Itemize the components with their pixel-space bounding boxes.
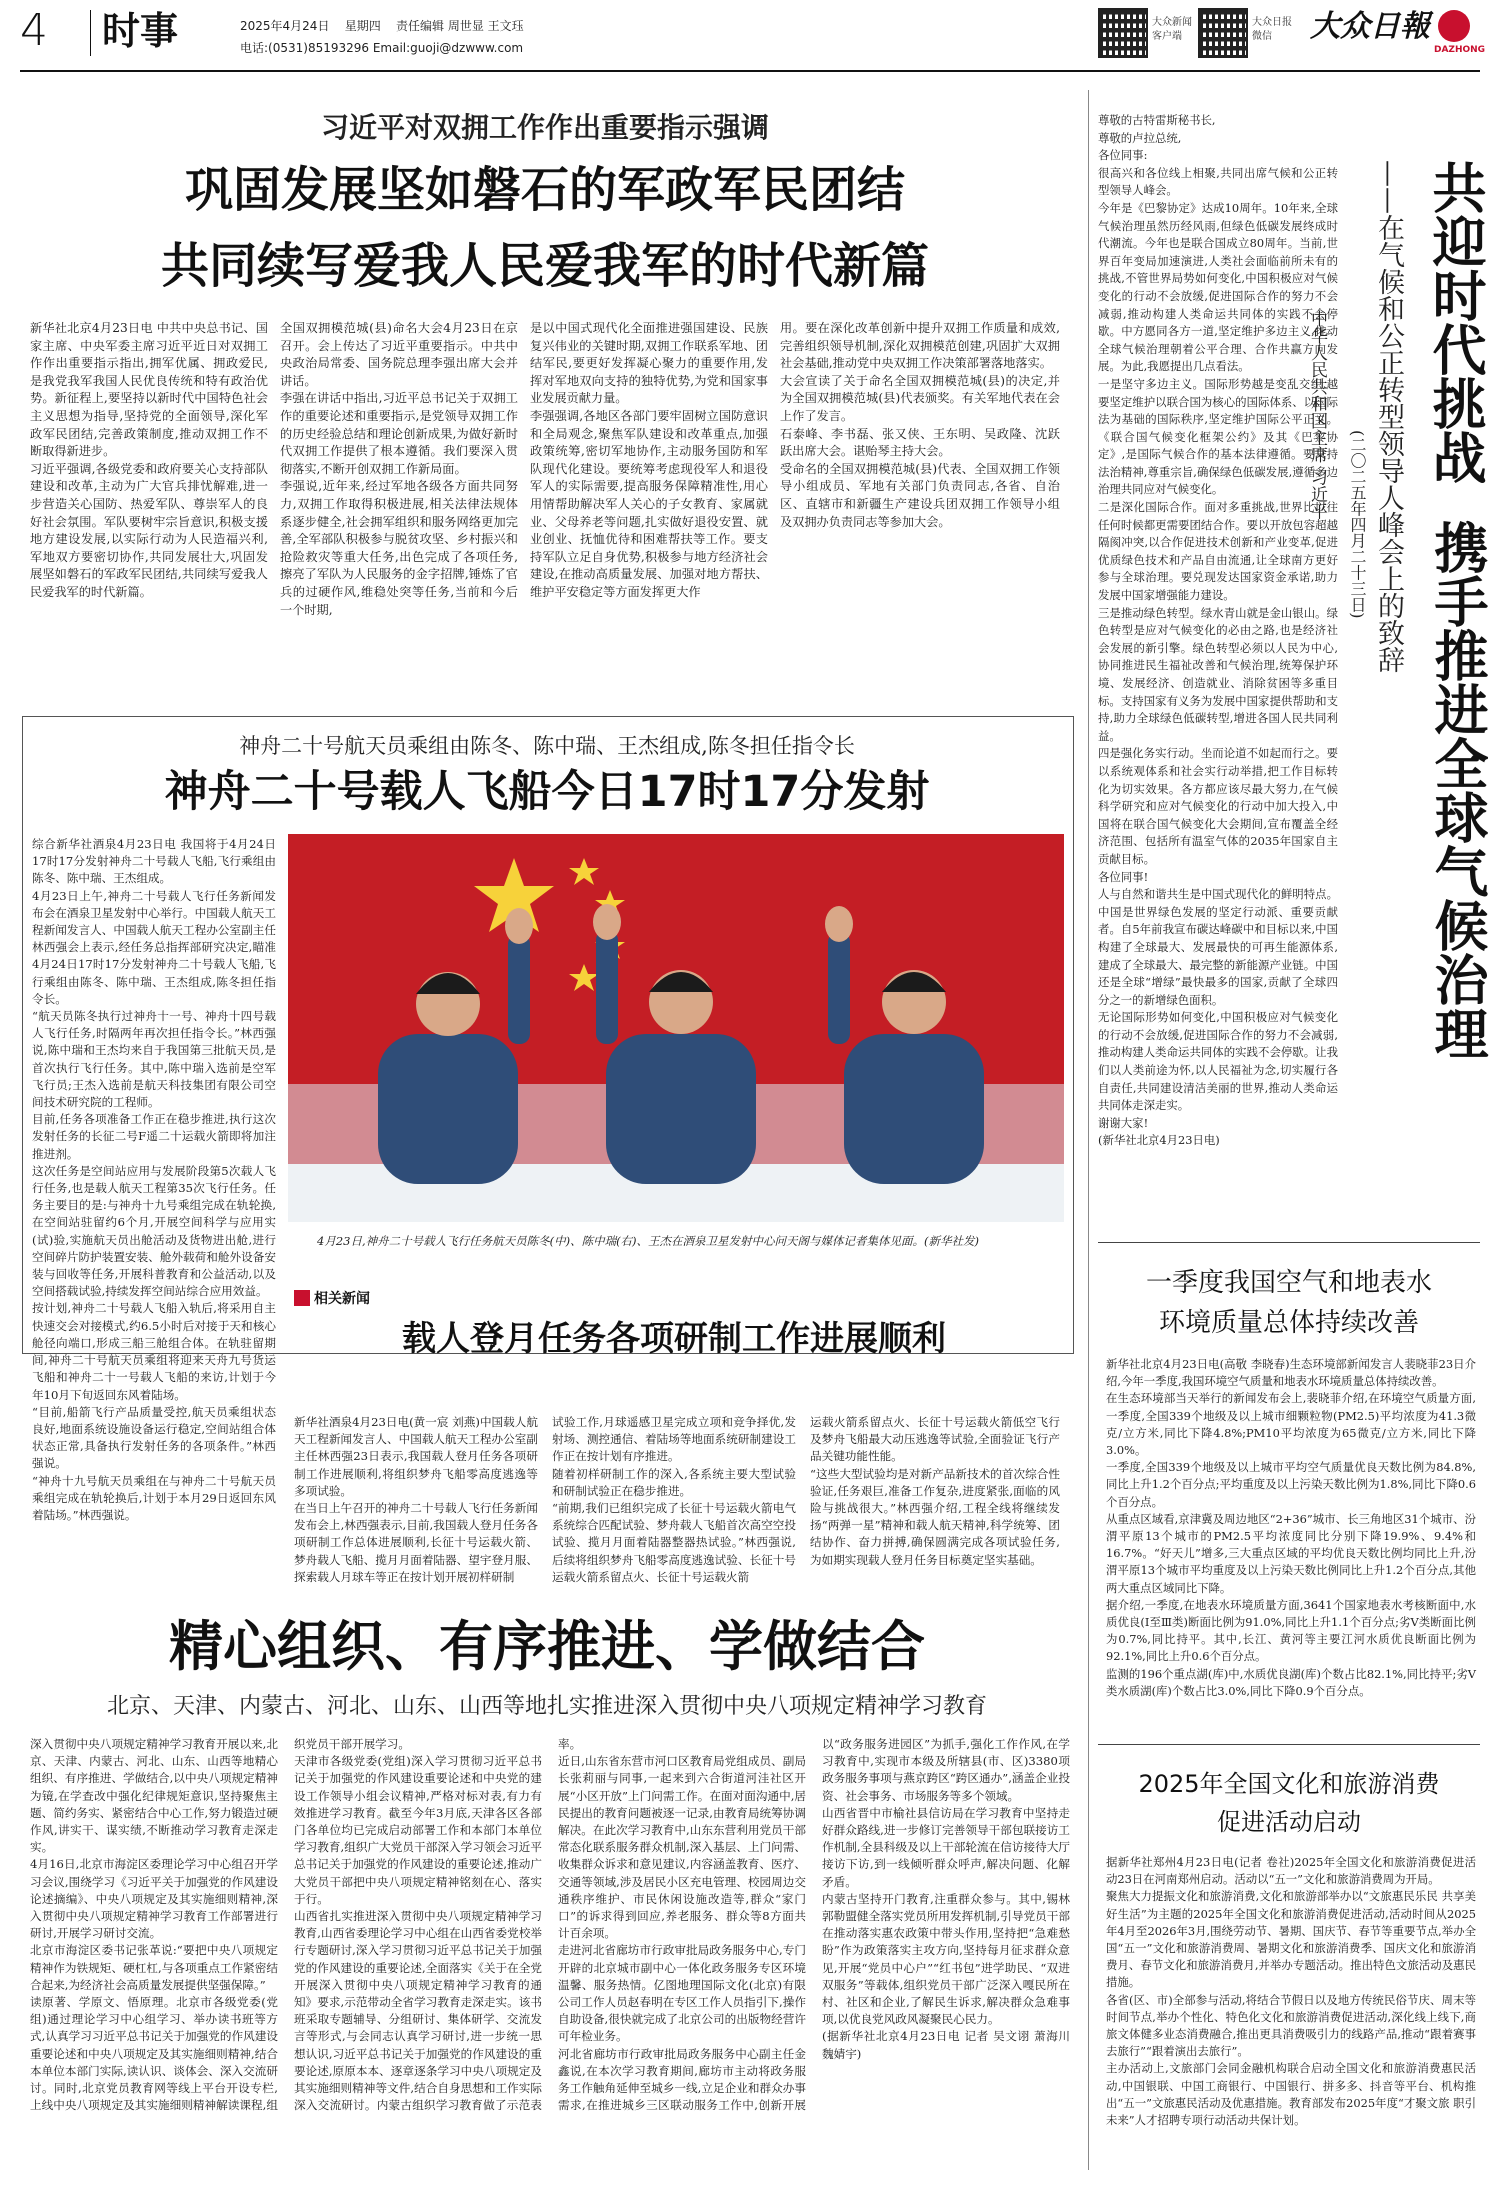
a1-col2: 全国双拥模范城(县)命名大会4月23日在京召开。会上传达了习近平重要指示。中共中央政治局常委、国务院总理李强出席大会并讲话。 李强在讲话中指出,习近平总书记关于双拥工作的重要论述和重要指示,是党领导双拥工作的历史经验总结和理论创新成果,为做好新时代双拥工作提供了根本遵循。我们要深入贯彻落实,不断开创双拥工作新局面。 李强说,近年来,经过军地各级各方面共同努力,双拥工作取得积极进展,相关法律法规体系逐步健全,社会拥军组织和服务网络更加完善,全军部队积极参与脱贫攻坚、乡村振兴和抢险救灾等重大任务,出色完成了各项任务,擦亮了军队为人民服务的金字招牌,锤炼了官兵的过硬作风,维稳处突等任务,当前和今后一个时期, [280, 321, 518, 617]
issue-weekday: 星期四 [344, 19, 381, 33]
newspaper-logo [1310, 4, 1490, 64]
logo-en: DAZHONG [1434, 45, 1486, 55]
a2-title: 神舟二十号载人飞船今日17时17分发射 [164, 767, 930, 817]
related-news-icon [294, 1290, 310, 1306]
a7-body: 据新华社郑州4月23日电(记者 卷社)2025年全国文化和旅游消费促进活动23日在河南郑州启动。活动以“五一”文化和旅游消费周为开局。 聚焦大力提振文化和旅游消费,文化和旅游部举办以“文旅惠民乐民 共享美好生活”为主题的2025年全国文化和旅游消费促进活动,活动时间从2025年4月至2026年3月,围绕劳动节、暑期、国庆节、春节等重要节点,举办全国“五一”文化和旅游消费周、暑期文化和旅游消费季、国庆文化和旅游消费月、春节文化和旅游消费月,并举办专题活动。推出特色文旅活动及惠民措施。 各省(区、市)全部参与活动,将结合节假日以及地方传统民俗节庆、周末等时间节点,举办个性化、特色化文化和旅游消费促进活动,深化线上线下,商旅文体健多业态消费融合,推出更具消费吸引力的线路产品,推动“跟着赛事去旅行”“跟着演出去旅行”。 主办活动上,文旅部门会同金融机构联合启动全国文化和旅游消费惠民活动,中国银联、中国工商银行、中国银行、拼多多、抖音等平台、机构推出“五一”文旅惠民活动及优惠措施。教育部发布2025年度“才聚文旅 职引未来”人才招聘专项行动活动共保计划。 [1106, 1855, 1476, 2128]
logo-text: 大众日報 [1310, 9, 1430, 44]
issue-date: 2025年4月24日 [240, 19, 330, 33]
section-title: 时事 [102, 9, 179, 53]
a1-title-line1: 巩固发展坚如磐石的军政军民团结 [184, 162, 905, 218]
a4-body: 深入贯彻中央八项规定精神学习教育开展以来,北京、天津、内蒙古、河北、山东、山西等地精心组织、有序推进、学做结合,以中央八项规定精神为镜,在学查改中强化纪律规矩意识,坚持聚焦主题、简约务实、紧密结合中心工作,努力锻造过硬作风,讲实干、谋实绩,不断推动学习教育走深走实。 4月16日,北京市海淀区委理论学习中心组召开学习会议,围绕学习《习近平关于加强党的作风建设论述摘编》、中央八项规定及其实施细则精神,深入贯彻中央八项规定精神学习教育工作部署进行研讨,开展学习研讨交流。 北京市海淀区委书记张革说:“要把中央八项规定精神作为铁规矩、硬杠杠,与各项重点工作紧密结合起来,为经济社会高质量发展提供坚强保障。” 读原著、学原文、悟原理。北京市各级党委(党组)通过理论学习中心组学习、举办读书班等方式,认真学习习近平总书记关于加强党的作风建设重要论述和中央八项规定及其实施细则精神,结合本单位本部门实际,读认识、谈体会、深入交流研讨。同时,北京党员教育网等线上平台开设专栏,上线中央八项规定及其实施细则精神解读课程,组织党员干部开展学习。 天津市各级党委(党组)深入学习贯彻习近平总书记关于加强党的作风建设重要论述和中央党的建设工作领导小组会议精神,严格对标对表,有力有效推进学习教育。截至今年3月底,天津各区各部门各单位均已完成启动部署工作和本部门本单位学习教育,组织广大党员干部深入学习领会习近平总书记关于加强党的作风建设的重要论述,推动广大党员干部把中央八项规定精神铭刻在心、落实于行。 山西省扎实推进深入贯彻中央八项规定精神学习教育,山西省委理论学习中心组在山西省委党校举行专题研讨,深入学习贯彻习近平总书记关于加强党的作风建设的重要论述,全面落实《关于在全党开展深入贯彻中央八项规定精神学习教育的通知》要求,示范带动全省学习教育走深走实。该书班采取专题辅导、分组研讨、集体研学、交流发言等形式,与会同志认真学习研讨,进一步统一思想认识,习近平总书记关于加强党的作风建设的重要论述,原原本本、逐章逐条学习中央八项规定及其实施细则精神等文件,结合自身思想和工作实际深入交流研讨。内蒙古组织学习教育做了示范表率。 近日,山东省东营市河口区教育局党组成员、副局长张莉丽与同事,一起来到六合街道河洼社区开展“小区开放”上门问需工作。在面对面沟通中,居民提出的教育问题被逐一记录,由教育局统筹协调解决。在此次学习教育中,山东东营利用党员干部常态化联系服务群众机制,深入基层、上门问需、收集群众诉求和意见建议,内容涵盖教育、医疗、交通等领域,涉及居民小区充电管理、校园周边交通秩序维护、市民休闲设施改造等,群众“家门口”的诉求得到回应,养老服务、群众等8方面共计百余项。 走进河北省廊坊市行政审批局政务服务中心,专门开辟的北京城市副中心一体化政务服务专区环境温馨、服务热情。亿图地理国际文化(北京)有限公司工作人员赵春明在专区工作人员指引下,操作自助设备,很快就完成了北京公司的出版物经营许可年检业务。 河北省廊坊市行政审批局政务服务中心副主任金鑫说,在本次学习教育期间,廊坊市主动将政务服务工作触角延伸至城乡一线,立足企业和群众办事需求,在推进城乡三区联动服务工作中,创新开展以“政务服务进园区”为抓手,强化工作作风,在学习教育中,实现市本级及所辖县(市、区)3380项政务服务事项与燕京跨区“跨区通办”,涵盖企业投资、社会事务、市场服务等多个领域。 山西省晋中市榆社县信访局在学习教育中坚持走好群众路线,进一步修订完善领导干部包联接访工作机制,全县科级及以上干部轮流在信访接待大厅接访下访,到一线倾听群众呼声,解决问题、化解矛盾。 内蒙古坚持开门教育,注重群众参与。其中,锡林郭勒盟健全落实党员所用发挥机制,引导党员干部在推动落实惠农政策中带头作用,坚持把“急难愁盼”作为政策落实主攻方向,坚持每月征求群众意见,开展“党员中心户”“红书包”进学助民、“双进双服务”等载体,组织党员干部广泛深入嘎民所在村、社区和企业,了解民生诉求,解决群众急难事项,以优良党风政风凝聚民心民力。 (据新华社北京4月23日电 记者 吴文诩 萧海川 魏婧宇) [30, 1737, 1070, 2113]
qr-label-app: 大众新闻 客户端 [1152, 17, 1192, 42]
logo-emblem-icon [1438, 10, 1470, 42]
a5-date: (二〇二五年四月二十三日) [1348, 430, 1367, 619]
a3-title: 载人登月任务各项研制工作进展顺利 [402, 1319, 946, 1359]
a6-title-line2: 环境质量总体持续改善 [1158, 1308, 1419, 1338]
a5-rule [1098, 1242, 1480, 1243]
a3-col1: 新华社酒泉4月23日电(黄一宸 刘燕)中国载人航天工程新闻发言人、中国载人航天工程办公室副主任林西强23日表示,我国载人登月任务各项研制工作进展顺利,将组织梦舟飞船零高度逃逸等多项试验。 在当日上午召开的神舟二十号载人飞行任务新闻发布会上,林西强表示,目前,我国载人登月任务各项研制工作总体进展顺利,长征十号运载火箭、梦舟载人飞船、揽月月面着陆器、望宇登月服、探索载人月球车等正在按计划开展初样研制 [294, 1415, 538, 1584]
a6-body: 新华社北京4月23日电(高敬 李晓春)生态环境部新闻发言人裴晓菲23日介绍,今年一季度,我国环境空气质量和地表水环境质量总体持续改善。 在生态环境部当天举行的新闻发布会上,裴晓菲介绍,在环境空气质量方面,一季度,全国339个地级及以上城市细颗粒物(PM2.5)平均浓度为41.3微克/立方米,同比下降4.8%;PM10平均浓度为65微克/立方米,同比下降3.0%。 一季度,全国339个地级及以上城市平均空气质量优良天数比例为84.8%,同比上升1.2个百分点;平均重度及以上污染天数比例为1.8%,同比下降0.6个百分点。 从重点区域看,京津冀及周边地区“2+36”城市、长三角地区31个城市、汾渭平原13个城市的PM2.5平均浓度同比分别下降19.9%、9.4%和16.7%。“好天儿”增多,三大重点区域的平均优良天数比例均同比上升,汾渭平原13个城市平均重度及以上污染天数比例同比上升1.2个百分点,其他两大重点区域同比下降。 据介绍,一季度,在地表水环境质量方面,3641个国家地表水考核断面中,水质优良(Ⅰ至Ⅲ类)断面比例为91.0%,同比上升1.1个百分点;劣Ⅴ类断面比例为0.7%,同比持平。其中,长江、黄河等主要江河水质优良断面比例为92.1%,同比上升0.6个百分点。 监测的196个重点湖(库)中,水质优良湖(库)个数占比82.1%,同比持平;劣Ⅴ类水质湖(库)个数占比3.0%,同比下降0.9个百分点。 [1106, 1357, 1476, 1698]
a6-title-line1: 一季度我国空气和地表水 [1145, 1268, 1432, 1298]
page-number: 4 [20, 5, 48, 56]
editors: 责任编辑 周世显 王文珏 [396, 19, 524, 33]
masthead-rule [20, 70, 1480, 72]
a3-col2: 试验工作,月球遥感卫星完成立项和竞争择优,发射场、测控通信、着陆场等地面系统研制建设工作正在按计划有序推进。 随着初样研制工作的深入,各系统主要大型试验和研制试验正在稳步推进。 “前期,我们已组织完成了长征十号运载火箭电气系统综合匹配试验、梦舟载人飞船首次高空空投试验、揽月月面着陆器整器热试验。”林西强说,后续将组织梦舟飞船零高度逃逸试验、长征十号运载火箭系留点火、长征十号运载火箭 [552, 1415, 796, 1584]
masthead [0, 0, 1500, 68]
right-column-divider [1088, 90, 1089, 2170]
a1-kicker: 习近平对双拥工作作出重要指示强调 [320, 111, 769, 144]
qr-code-wechat[interactable] [1198, 8, 1248, 58]
a1-title-line2: 共同续写爱我人民爱我军的时代新篇 [160, 238, 929, 294]
a4-subtitle: 北京、天津、内蒙古、河北、山东、山西等地扎实推进深入贯彻中央八项规定精神学习教育 [106, 1694, 987, 1719]
a7-title-line1: 2025年全国文化和旅游消费 [1138, 1770, 1440, 1798]
a1-col3: 是以中国式现代化全面推进强国建设、民族复兴伟业的关键时期,双拥工作联系军地、团结军民,要更好发挥凝心聚力的重要作用,发挥对军地双向支持的独特优势,为党和国家事业发展贡献力量。 李强强调,各地区各部门要牢固树立国防意识和全局观念,聚焦军队建设和改革重点,加强政策统筹,密切军地协作,主动服务国防和军队现代化建设。要统筹考虑现役军人和退役军人的实际需要,提高服务保障精准性,用心用情帮助解决军人关心的子女教育、家属就业、父母养老等问题,扎实做好退役安置、就业创业、抚恤优待和困难帮扶等工作。要支持军队立足自身优势,积极参与地方经济社会建设,在推动高质量发展、加强对地方帮扶、维护平安稳定等方面发挥更大作 [530, 321, 768, 599]
a2-photo-illustration [288, 834, 1064, 1222]
a5-title-line1: 共迎时代挑战 [1424, 160, 1487, 484]
a7-title-line2: 促进活动启动 [1217, 1808, 1361, 1836]
qr-label-wechat: 大众日报 微信 [1252, 17, 1292, 42]
a1-col4: 用。要在深化改革创新中提升双拥工作质量和成效,完善组织领导机制,深化双拥模范创建,巩固扩大双拥社会基础,推动党中央双拥工作决策部署落地落实。 大会宣读了关于命名全国双拥模范城(县)的决定,并为全国双拥模范城(县)代表颁奖。有关军地代表在会上作了发言。 石泰峰、李书磊、张又侠、王东明、吴政隆、沈跃跃出席大会。谌贻琴主持大会。 受命名的全国双拥模范城(县)代表、全国双拥工作领导小组成员、军地有关部门负责同志,各省、自治区、直辖市和新疆生产建设兵团双拥工作领导小组及双拥办负责同志等参加大会。 [780, 321, 1060, 529]
a5-body: 尊敬的古特雷斯秘书长, 尊敬的卢拉总统, 各位同事: 很高兴和各位线上相聚,共同出席气候和公正转型领导人峰会。 今年是《巴黎协定》达成10周年。10年来,全球气候治理虽然历经风雨,但绿色低碳发展终成时代潮流。今年也是联合国成立80周年。当前,世界百年变局加速演进,人类社会面临前所未有的挑战,不管世界局势如何变化,中国积极应对气候变化的行动不会放缓,促进国际合作的努力不会减弱,推动构建人类命运共同体的实践不会停歇。中方愿同各方一道,坚定维护多边主义,推动全球气候治理朝着公平合理、合作共赢方向发展。为此,我愿提出几点看法。 一是坚守多边主义。国际形势越是变乱交织,越要坚定维护以联合国为核心的国际体系、以国际法为基础的国际秩序,坚定维护国际公平正义。《联合国气候变化框架公约》及其《巴黎协定》,是国际气候合作的基本法律遵循。要秉持法治精神,尊重宗旨,确保绿色低碳发展,遵循多边治理共同应对气候变化。 二是深化国际合作。面对多重挑战,世界比以往任何时候都更需要团结合作。要以开放包容超越隔阂冲突,以合作促进技术创新和产业变革,促进优质绿色技术和产品自由流通,让全球南方更好参与全球治理。要兑现发达国家资金承诺,助力发展中国家增强能力建设。 三是推动绿色转型。绿水青山就是金山银山。绿色转型是应对气候变化的必由之路,也是经济社会发展的新引擎。绿色转型必须以人民为中心,协同推进民生福祉改善和气候治理,统筹保护环境、发展经济、创造就业、消除贫困等多重目标。支持国家有义务为发展中国家提供帮助和支持,助力全球绿色低碳转型,增进各国人民共同利益。 四是强化务实行动。坐而论道不如起而行之。要以系统观体系和社会实行动举措,把工作目标转化为切实效果。各方都应该尽最大努力,在气候科学研究和应对气候变化的行动中加大投入,中国将在联合国气候变化大会期间,宣布覆盖全经济范围、包括所有温室气体的2035年国家自主贡献目标。 各位同事! 人与自然和谐共生是中国式现代化的鲜明特点。中国是世界绿色发展的坚定行动派、重要贡献者。自5年前我宣布碳达峰碳中和目标以来,中国构建了全球最大、发展最快的可再生能源体系,建成了全球最大、最完整的新能源产业链。中国还是全球“增绿”最快最多的国家,贡献了全球四分之一的新增绿色面积。 无论国际形势如何变化,中国积极应对气候变化的行动不会放缓,促进国际合作的努力不会减弱,推动构建人类命运共同体的实践不会停歇。让我们以人类前途为怀,以人民福祉为念,切实履行各自责任,共同建设清洁美丽的世界,推动人类命运共同体走深走实。 谢谢大家! (新华社北京4月23日电) [1098, 113, 1338, 1148]
a1-col1: 新华社北京4月23日电 中共中央总书记、国家主席、中央军委主席习近平近日对双拥工作作出重要指示指出,拥军优属、拥政爱民,是我党我军我国人民优良传统和特有政治优势。新征程上,要坚持以新时代中国特色社会主义思想为指导,坚持党的全面领导,深化军政军民团结,完善政策制度,推动双拥工作不断取得新进步。 习近平强调,各级党委和政府要关心支持部队建设和改革,主动为广大官兵排忧解难,进一步营造关心国防、热爱军队、尊崇军人的良好社会氛围。军队要树牢宗旨意识,积极支援地方建设发展,以实际行动为人民造福兴利,军地双方要密切协作,共同发展壮大,巩固发展坚如磐石的军政军民团结,共同续写爱我人民爱我军的时代新篇。 [30, 321, 268, 599]
a5-author: 中华人民共和国主席 习近平 [1307, 310, 1327, 520]
qr-code-app[interactable] [1098, 8, 1148, 58]
a6-rule [1098, 1744, 1480, 1745]
contact-line: 电话:(0531)85193296 Email:guoji@dzwww.com [240, 41, 524, 55]
a3-tag-label: 相关新闻 [314, 1291, 370, 1307]
a2-kicker: 神舟二十号航天员乘组由陈冬、陈中瑞、王杰组成,陈冬担任指令长 [239, 734, 855, 758]
a2-photo [288, 834, 1064, 1222]
a5-subtitle: ——在气候和公正转型领导人峰会上的致辞 [1373, 160, 1404, 673]
a2-photo-caption: 4月23日,神舟二十号载人飞行任务航天员陈冬(中)、陈中瑞(右)、王杰在酒泉卫星发射中心问天阁与媒体记者集体见面。(新华社发) [317, 1234, 980, 1248]
a4-title: 精心组织、有序推进、学做结合 [169, 1615, 925, 1678]
a5-title-line2: 携手推进全球气候治理 [1426, 520, 1489, 1060]
a3-tag [294, 1286, 370, 1310]
a3-col3: 运载火箭系留点火、长征十号运载火箭低空飞行及梦舟飞船最大动压逃逸等试验,全面验证飞行产品关键功能性能。 “这些大型试验均是对新产品新技术的首次综合性验证,任务艰巨,准备工作复杂,进度紧张,面临的风险与挑战很大。”林西强介绍,工程全线将继续发扬“两弹一星”精神和载人航天精神,科学统筹、团结协作、奋力拼搏,确保圆满完成各项试验任务,为如期实现载人登月任务目标奠定坚实基础。 [810, 1415, 1060, 1567]
masthead-divider [90, 10, 91, 56]
a2-body: 综合新华社酒泉4月23日电 我国将于4月24日17时17分发射神舟二十号载人飞船,飞行乘组由陈冬、陈中瑞、王杰组成。 4月23日上午,神舟二十号载人飞行任务新闻发布会在酒泉卫星发射中心举行。中国载人航天工程新闻发言人、中国载人航天工程办公室副主任林西强会上表示,经任务总指挥部研究决定,瞄准4月24日17时17分发射神舟二十号载人飞船,飞行乘组由陈冬、陈中瑞、王杰组成,陈冬担任指令长。 “航天员陈冬执行过神舟十一号、神舟十四号载人飞行任务,时隔两年再次担任指令长。”林西强说,陈中瑞和王杰均来自于我国第三批航天员,是首次执行飞行任务。其中,陈中瑞入选前是空军飞行员;王杰入选前是航天科技集团有限公司空间技术研究院的工程师。 目前,任务各项准备工作正在稳步推进,执行这次发射任务的长征二号F遥二十运载火箭即将加注推进剂。 这次任务是空间站应用与发展阶段第5次载人飞行任务,也是载人航天工程第35次飞行任务。任务主要目的是:与神舟十九号乘组完成在轨轮换,在空间站驻留约6个月,开展空间科学与应用实(试)验,实施航天员出舱活动及货物进出舱,进行空间碎片防护装置安装、舱外载荷和舱外设备安装与回收等任务,开展科普教育和公益活动,以及空间搭载试验,持续发挥空间站综合应用效益。 按计划,神舟二十号载人飞船入轨后,将采用自主快速交会对接模式,约6.5小时后对接于天和核心舱径向端口,形成三船三舱组合体。在轨驻留期间,神舟二十号航天员乘组将迎来天舟九号货运飞船和神舟二十一号载人飞船的来访,计划于今年10月下旬返回东风着陆场。 “目前,船箭飞行产品质量受控,航天员乘组状态良好,地面系统设施设备运行稳定,空间站组合体状态正常,具备执行发射任务的各项条件。”林西强说。 “神舟十九号航天员乘组在与神舟二十号航天员乘组完成在轨轮换后,计划于本月29日返回东风着陆场。”林西强说。 [32, 837, 276, 1522]
